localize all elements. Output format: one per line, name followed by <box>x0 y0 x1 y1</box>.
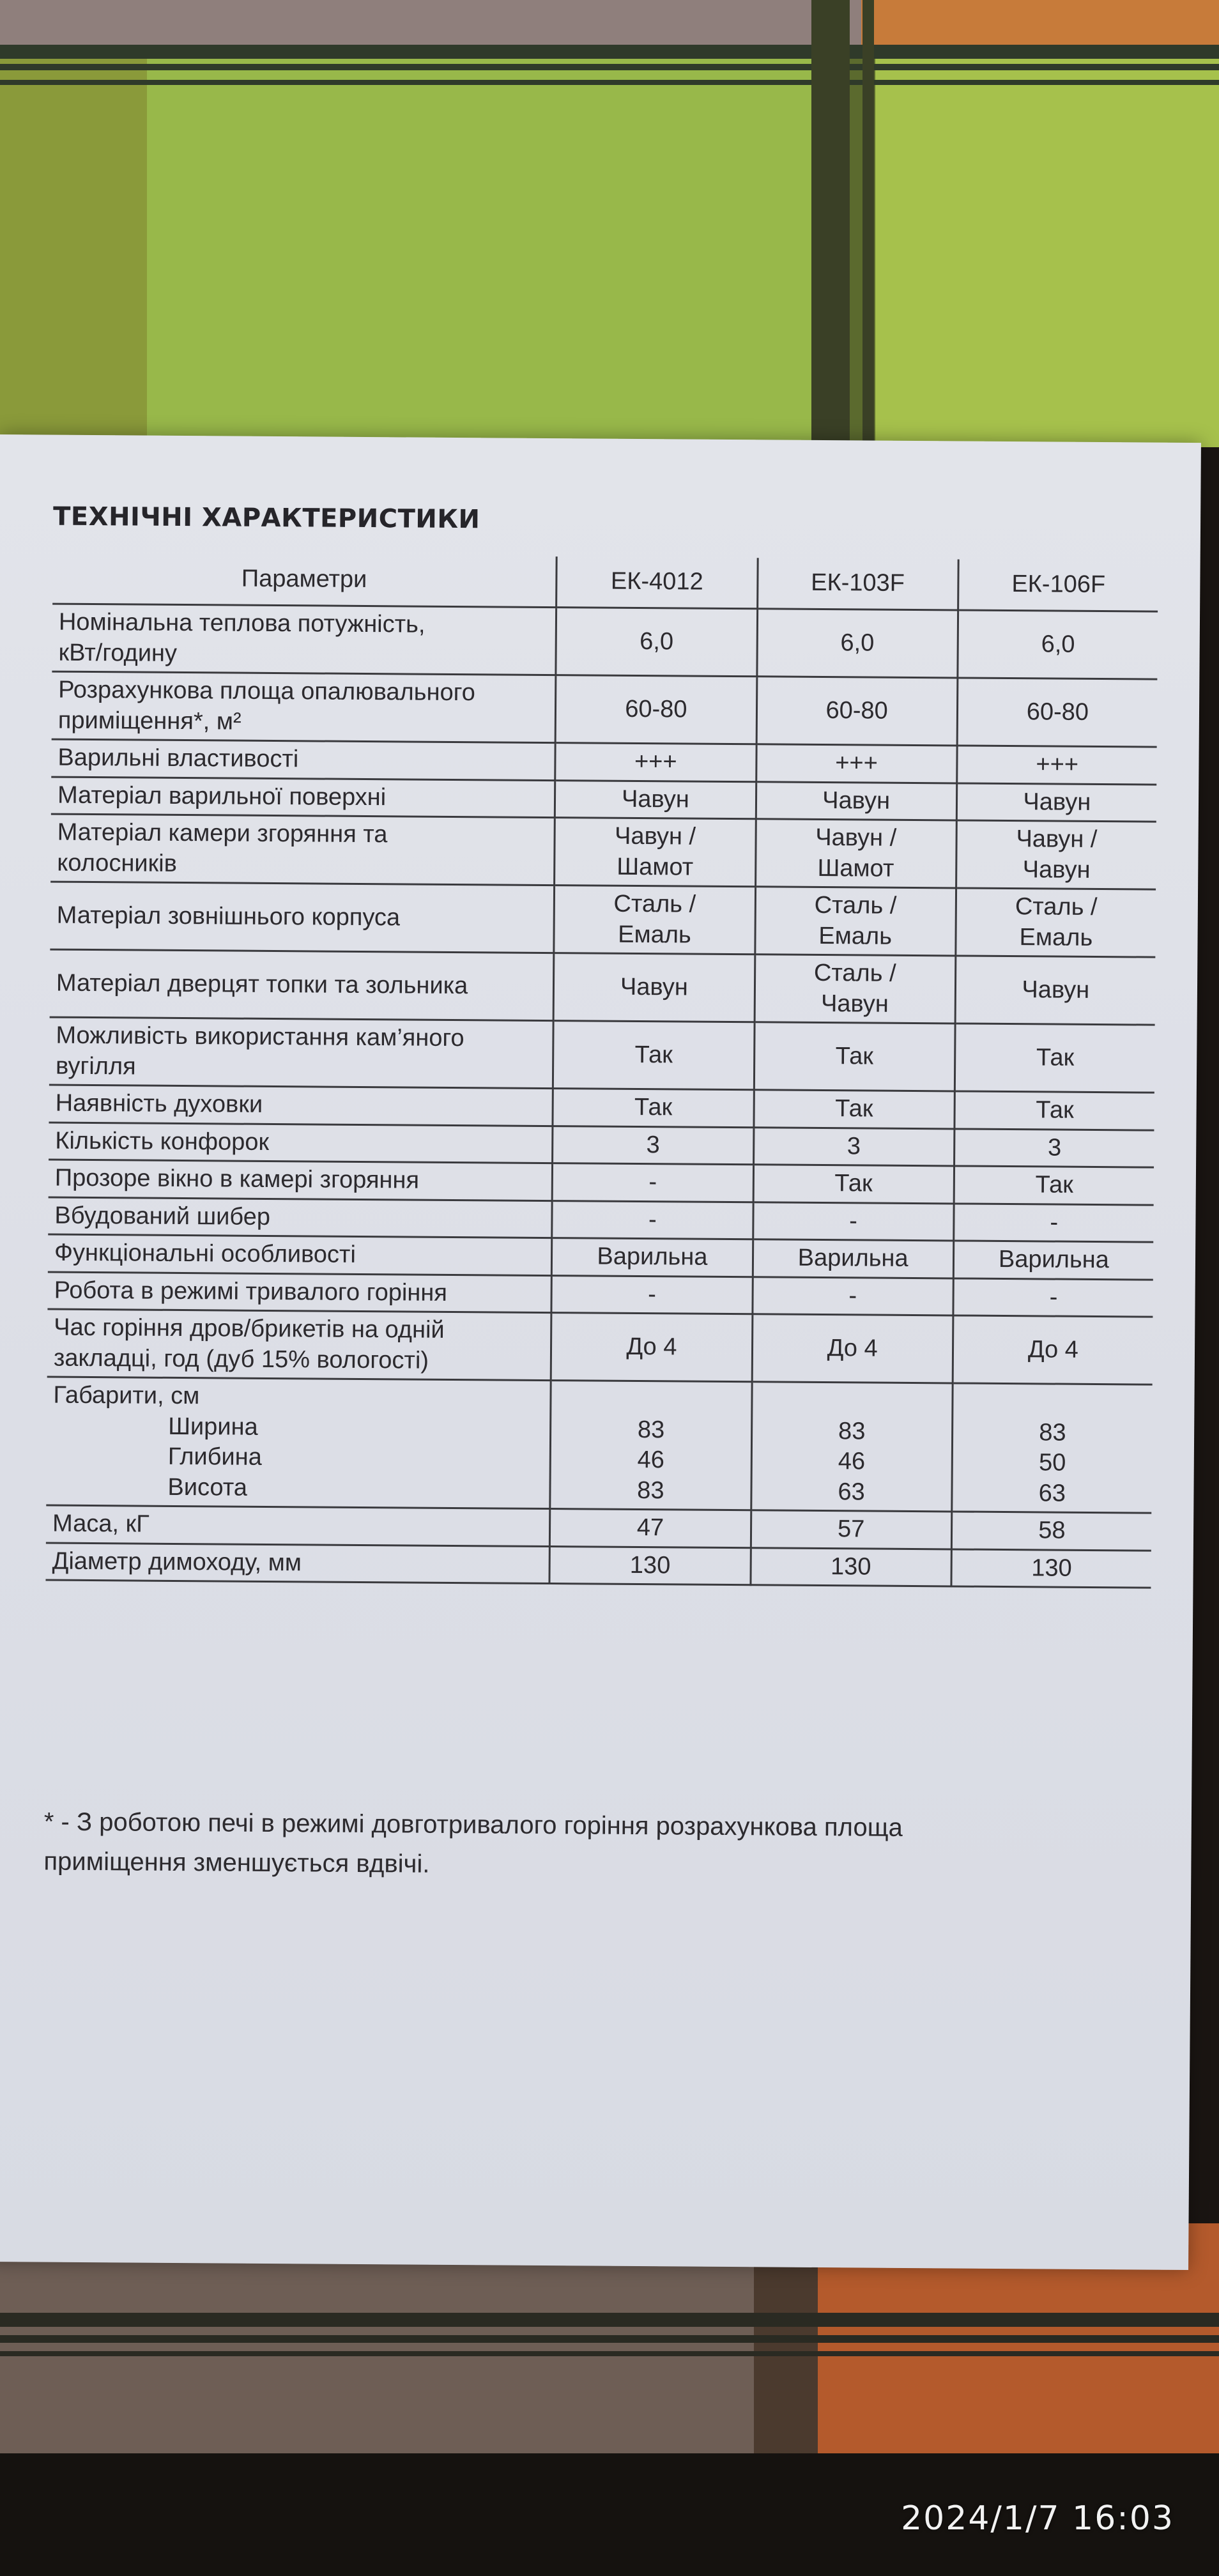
cloth-stripe <box>0 64 1219 70</box>
value-cell <box>552 1200 753 1239</box>
specs-table <box>45 553 1158 1589</box>
value-text: До 4 <box>827 1334 878 1362</box>
value-text: Емаль <box>1019 923 1093 951</box>
photo-timestamp: 2024/1/7 16:03 <box>901 2499 1174 2538</box>
footnote-line: * - З роботою печі в режимі довготривалого горіння розрахункова площа <box>43 1807 903 1842</box>
value-cell <box>755 887 956 956</box>
value-cell <box>549 1546 751 1585</box>
table-row <box>49 1017 1155 1092</box>
value-text: 60-80 <box>825 696 888 724</box>
table-row <box>50 882 1156 957</box>
param-cell <box>45 1543 549 1584</box>
cloth-vstripe <box>811 0 850 447</box>
param-text: приміщення*, м² <box>57 707 241 735</box>
value-text: Варильна <box>797 1244 908 1272</box>
value-cell <box>956 783 1156 822</box>
param-text: колосників <box>57 849 178 877</box>
param-cell <box>49 1123 553 1163</box>
value-text: 3 <box>1047 1133 1062 1162</box>
cloth-stripe <box>0 2335 1219 2343</box>
value-text: 3 <box>847 1132 861 1160</box>
value-cell <box>555 743 756 782</box>
value-text: Так <box>1036 1044 1075 1071</box>
value-text: Чавун / <box>614 822 696 850</box>
param-text: Номінальна теплова потужність, <box>58 608 425 638</box>
dimension-sub-label: Глибина <box>167 1443 262 1471</box>
param-text: Можливість використання кам’яного <box>56 1022 464 1052</box>
value-cell <box>553 1021 755 1090</box>
value-cell <box>951 1512 1151 1551</box>
value-text: - <box>1050 1209 1059 1236</box>
value-text: Чавун <box>820 990 889 1018</box>
value-text: Так <box>634 1093 673 1121</box>
table-row <box>52 604 1158 679</box>
value-cell <box>751 1510 952 1549</box>
dimension-sub-label: Ширина <box>168 1413 258 1441</box>
value-cell <box>750 1547 951 1586</box>
value-text: 47 <box>636 1514 664 1542</box>
table-row <box>50 949 1156 1025</box>
cloth-stripe <box>0 80 1219 85</box>
value-cell <box>755 954 956 1023</box>
param-text: Функціональні особливості <box>54 1239 356 1268</box>
value-text: +++ <box>634 747 677 776</box>
value-cell <box>554 885 755 954</box>
value-cell <box>954 1128 1154 1167</box>
value-cell <box>956 820 1156 889</box>
value-text: Чавун <box>822 786 891 815</box>
value-cell <box>552 1238 753 1277</box>
tablecloth-top <box>0 0 1219 447</box>
cloth-stripe <box>0 2351 1219 2356</box>
value-text: Так <box>835 1042 874 1070</box>
cloth-stripe <box>0 2313 1219 2327</box>
dimension-sub-label: Висота <box>167 1473 248 1501</box>
value-text: - <box>648 1169 657 1196</box>
value-text: 57 <box>837 1515 865 1543</box>
value-text: 83 <box>637 1476 664 1504</box>
param-cell <box>46 1505 550 1546</box>
value-cell <box>756 677 958 746</box>
value-cell <box>553 1126 754 1165</box>
value-cell <box>756 744 957 783</box>
dimensions-row <box>46 1377 1152 1513</box>
param-cell <box>47 1272 551 1313</box>
value-text: 58 <box>1038 1517 1066 1544</box>
param-text: Робота в режимі тривалого горіння <box>54 1276 448 1307</box>
param-cell <box>46 1377 551 1509</box>
param-cell <box>51 777 555 818</box>
spec-sheet-paper <box>0 434 1201 2270</box>
value-text: Сталь / <box>814 891 897 919</box>
value-cell <box>752 1276 953 1315</box>
value-text: Так <box>1035 1171 1073 1199</box>
value-text: Так <box>834 1170 873 1197</box>
param-cell <box>48 1234 552 1275</box>
value-cell <box>756 781 957 820</box>
param-text: Варильні властивості <box>57 744 299 773</box>
value-cell <box>753 1239 954 1278</box>
value-text: Шамот <box>617 853 694 881</box>
value-text: Чавун <box>1022 976 1090 1004</box>
value-text: 83 <box>637 1416 665 1443</box>
value-text: - <box>648 1206 657 1233</box>
value-text: Сталь / <box>1015 893 1098 921</box>
param-text: Маса, кГ <box>52 1510 150 1538</box>
header-model: ЕК-4012 <box>556 556 758 609</box>
param-text: Діаметр димоходу, мм <box>52 1547 302 1576</box>
cloth-pink-band <box>0 0 882 51</box>
footnote <box>43 1802 1130 1889</box>
value-text: - <box>1049 1284 1058 1311</box>
value-text: 6,0 <box>640 627 674 656</box>
value-text: 46 <box>637 1446 665 1474</box>
value-text: +++ <box>1036 751 1079 778</box>
param-text: Матеріал варильної поверхні <box>57 781 387 811</box>
param-text: Матеріал зовнішнього корпуса <box>56 901 401 931</box>
param-text: вугілля <box>55 1052 136 1080</box>
value-text: 63 <box>838 1478 865 1505</box>
value-cell <box>754 1022 955 1091</box>
value-cell <box>550 1381 752 1510</box>
param-text: Розрахункова площа опалювального <box>58 676 475 707</box>
param-cell <box>50 949 555 1021</box>
table-header-row <box>52 553 1158 612</box>
value-text: Так <box>634 1041 673 1069</box>
value-cell <box>555 675 756 744</box>
param-text: Прозоре вікно в камері згоряння <box>54 1164 420 1194</box>
value-text: Емаль <box>818 922 893 950</box>
specs-table-body <box>45 604 1158 1588</box>
param-text: кВт/годину <box>58 639 178 667</box>
param-cell <box>52 604 556 675</box>
value-cell <box>953 1241 1153 1280</box>
value-text: Шамот <box>817 854 894 882</box>
cloth-stripe <box>0 45 1219 59</box>
value-text: 6,0 <box>1041 631 1075 658</box>
value-cell <box>753 1165 954 1204</box>
value-text: Сталь / <box>813 959 896 987</box>
value-cell <box>555 818 756 887</box>
value-text: Варильна <box>597 1243 708 1271</box>
value-text: - <box>648 1280 657 1308</box>
param-cell <box>49 1085 553 1126</box>
value-text: 60-80 <box>1026 698 1089 726</box>
value-cell <box>553 953 755 1022</box>
param-cell <box>50 882 555 953</box>
value-cell <box>551 1275 753 1314</box>
value-text: 83 <box>1039 1418 1066 1446</box>
table-row <box>47 1309 1153 1384</box>
value-text: До 4 <box>1027 1336 1079 1363</box>
value-cell <box>753 1090 954 1129</box>
param-text: Кількість конфорок <box>55 1127 270 1156</box>
param-text: Матеріал дверцят топки та зольника <box>56 969 468 999</box>
value-text: Так <box>1036 1096 1074 1124</box>
value-cell <box>556 608 757 677</box>
value-cell <box>956 746 1156 785</box>
value-cell <box>956 888 1156 957</box>
table-row <box>45 1543 1151 1588</box>
value-text: - <box>849 1207 858 1234</box>
value-text: Так <box>835 1095 873 1123</box>
value-cell <box>555 780 756 819</box>
value-text: 83 <box>838 1417 866 1445</box>
value-text: 50 <box>1038 1449 1066 1476</box>
value-cell <box>952 1383 1153 1513</box>
param-text: закладці, год (дуб 15% вологості) <box>53 1344 429 1374</box>
value-text: Варильна <box>998 1245 1110 1274</box>
header-param: Параметри <box>52 553 556 608</box>
param-cell <box>49 1160 553 1200</box>
param-text: Матеріал камери згоряння та <box>57 818 388 848</box>
value-text: Чавун <box>620 973 688 1001</box>
value-text: Чавун <box>1022 855 1091 884</box>
value-cell <box>751 1382 953 1512</box>
cloth-vstripe <box>862 0 874 447</box>
value-cell <box>753 1202 954 1241</box>
value-cell <box>550 1509 751 1548</box>
value-cell <box>954 1023 1154 1092</box>
value-text: Чавун <box>1023 788 1091 816</box>
value-text: Емаль <box>618 921 691 949</box>
value-cell <box>953 1278 1153 1317</box>
dimensions-label: Габарити, см <box>53 1381 200 1410</box>
value-text: Чавун / <box>1016 825 1098 854</box>
value-text: +++ <box>835 749 878 777</box>
value-cell <box>957 678 1157 747</box>
value-text: 63 <box>1038 1479 1066 1507</box>
param-cell <box>51 739 555 780</box>
value-cell <box>953 1203 1153 1242</box>
param-cell <box>47 1309 552 1381</box>
value-cell <box>551 1313 752 1382</box>
param-cell <box>50 814 555 885</box>
table-row <box>50 814 1156 889</box>
value-cell <box>553 1089 754 1128</box>
document-title: ТЕХНІЧНІ ХАРАКТЕРИСТИКИ <box>52 502 480 535</box>
param-text: Час горіння дров/брикетів на одній <box>54 1314 445 1344</box>
table-row <box>52 671 1158 747</box>
header-model: ЕК-103F <box>757 558 958 610</box>
value-text: 46 <box>838 1448 866 1475</box>
value-cell <box>954 1091 1154 1130</box>
value-text: 60-80 <box>625 695 687 723</box>
value-cell <box>953 1315 1153 1384</box>
value-text: - <box>848 1282 857 1309</box>
value-text: Сталь / <box>613 890 696 918</box>
value-cell <box>753 1127 954 1166</box>
value-cell <box>951 1549 1151 1588</box>
param-cell <box>52 671 556 743</box>
value-text: 6,0 <box>840 629 875 657</box>
value-cell <box>955 956 1155 1025</box>
value-text: 130 <box>1031 1554 1072 1582</box>
param-text: Наявність духовки <box>55 1089 263 1118</box>
footnote-line: приміщення зменшується вдвічі. <box>43 1847 430 1878</box>
value-text: Чавун / <box>815 824 897 852</box>
value-text: До 4 <box>626 1333 677 1361</box>
param-cell <box>49 1017 554 1089</box>
value-cell <box>755 819 956 888</box>
header-model: ЕК-106F <box>958 559 1158 611</box>
value-cell <box>752 1314 953 1383</box>
value-cell <box>552 1163 753 1202</box>
param-cell <box>48 1197 552 1238</box>
value-text: Чавун <box>621 785 690 813</box>
value-cell <box>954 1166 1154 1205</box>
value-text: 3 <box>646 1131 660 1158</box>
param-text: Вбудований шибер <box>54 1202 271 1230</box>
value-text: 130 <box>830 1552 871 1581</box>
value-cell <box>756 609 958 678</box>
value-cell <box>958 610 1158 679</box>
value-text: 130 <box>629 1551 671 1579</box>
